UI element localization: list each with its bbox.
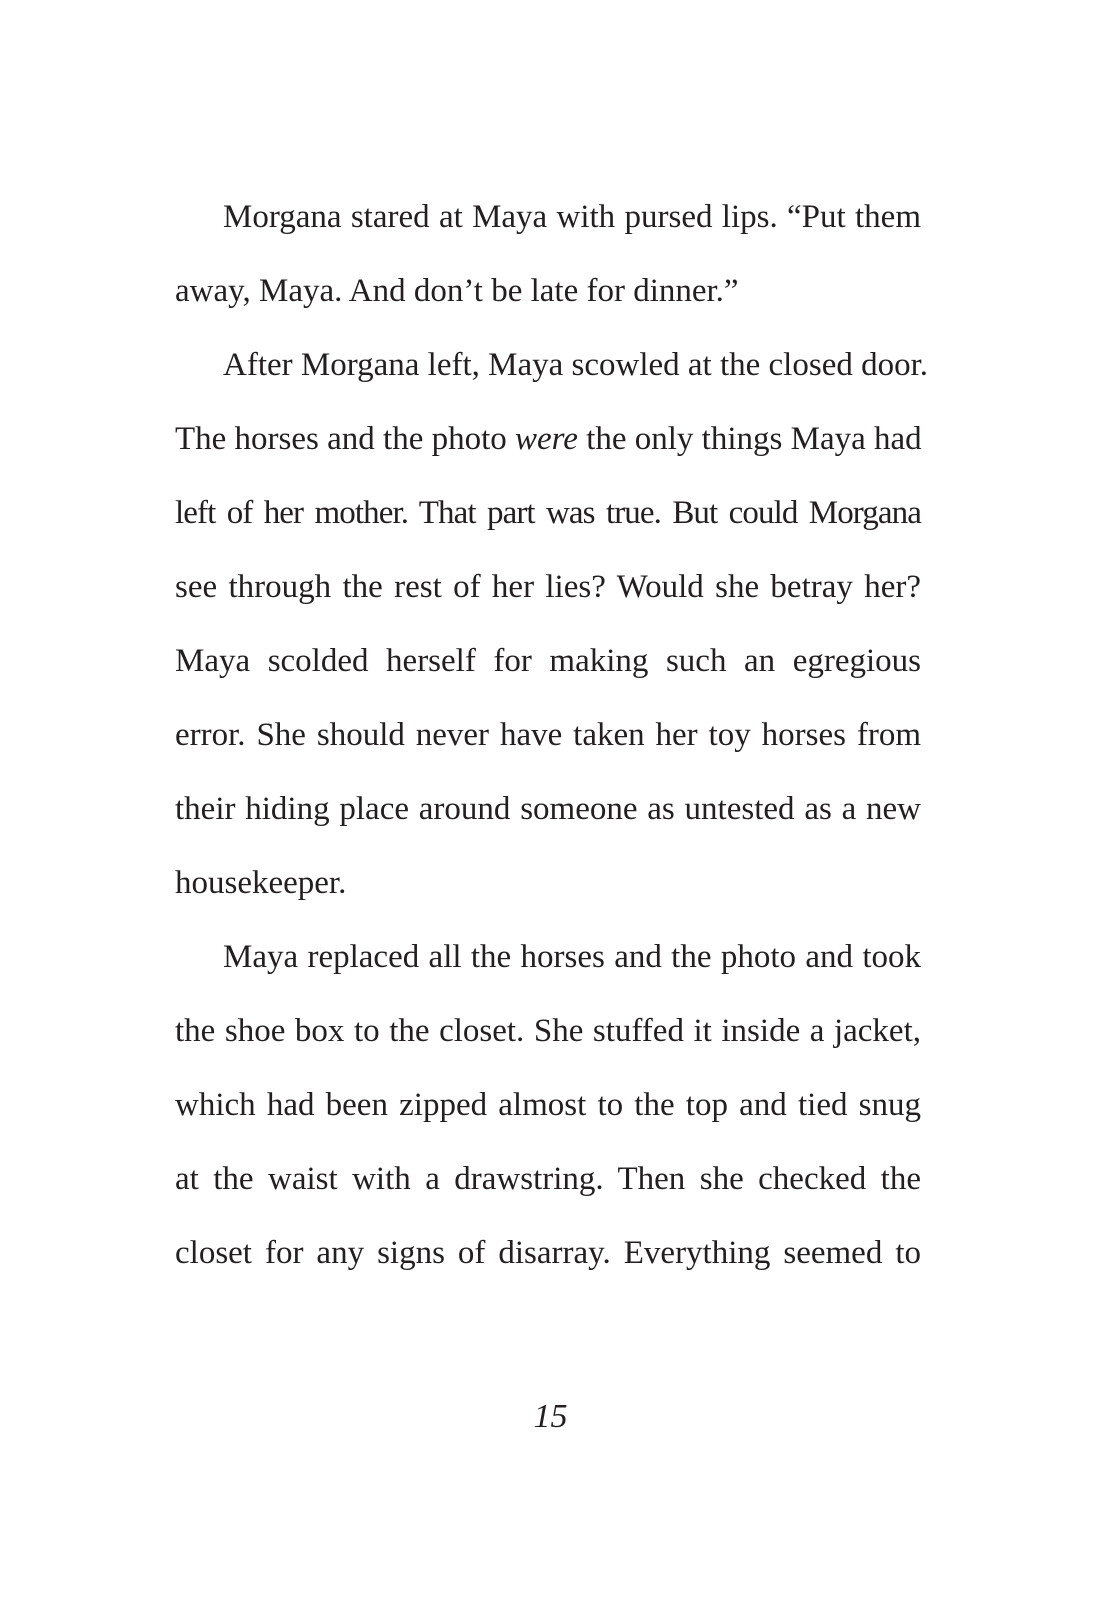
text-line: the shoe box to the closet. She stuffed it inside a jacket,	[175, 1013, 921, 1049]
text-line: housekeeper.	[175, 865, 347, 901]
text-line: error. She should never have taken her toy horses from	[175, 717, 921, 753]
text-line: closet for any signs of disarray. Everything seemed to	[175, 1235, 921, 1271]
text-line: left of her mother. That part was true. But could Morgana	[175, 495, 921, 531]
text-segment: The horses and the photo	[175, 421, 516, 457]
text-line: Morgana stared at Maya with pursed lips. “Put them	[223, 199, 921, 235]
body-text	[175, 180, 929, 1290]
text-line: After Morgana left, Maya scowled at the closed door.	[223, 347, 929, 383]
text-segment: the only things Maya had	[577, 421, 922, 457]
text-line: Maya scolded herself for making such an egregious	[175, 643, 921, 679]
text-line: see through the rest of her lies? Would she betray her?	[175, 569, 921, 605]
text-line: Maya replaced all the horses and the photo and took	[223, 939, 921, 975]
emphasis-text: were	[515, 421, 578, 457]
text-line: at the waist with a drawstring. Then she checked the	[175, 1161, 921, 1197]
text-line: away, Maya. And don’t be late for dinner.”	[175, 273, 739, 309]
page-number: 15	[533, 1398, 568, 1435]
text-line: their hiding place around someone as untested as a new	[175, 791, 921, 827]
text-line	[175, 402, 921, 476]
text-line: which had been zipped almost to the top and tied snug	[175, 1087, 921, 1123]
